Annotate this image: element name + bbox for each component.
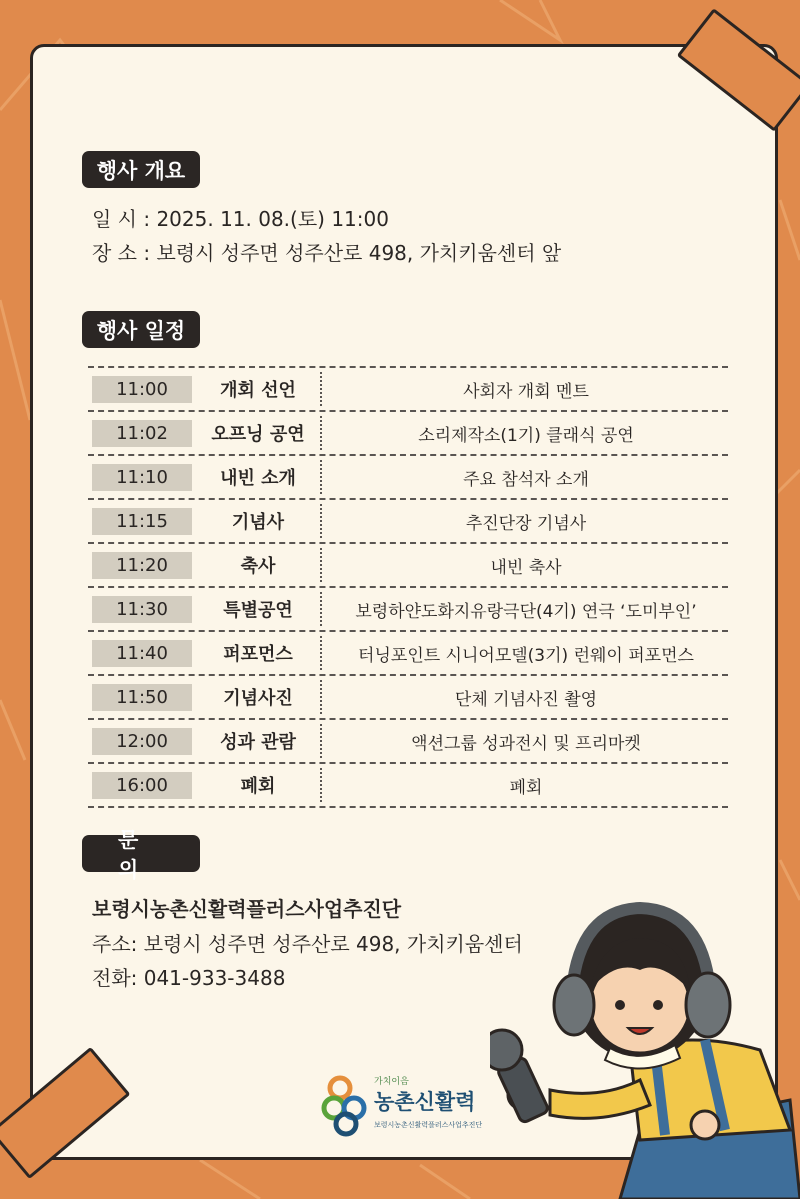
reporter-character-illustration bbox=[490, 900, 800, 1199]
schedule-event: 개회 선언 bbox=[220, 380, 296, 401]
column-divider bbox=[320, 504, 322, 538]
column-divider bbox=[320, 724, 322, 758]
schedule-description: 액션그룹 성과전시 및 프리마켓 bbox=[411, 733, 641, 754]
column-divider bbox=[320, 592, 322, 626]
schedule-row bbox=[88, 410, 728, 454]
schedule-event: 기념사진 bbox=[223, 688, 293, 709]
schedule-event: 성과 관람 bbox=[220, 732, 296, 753]
schedule-event: 기념사 bbox=[231, 512, 285, 533]
logo-main-text: 농촌신활력 bbox=[374, 1090, 476, 1114]
schedule-time: 11:10 bbox=[92, 464, 192, 491]
column-divider bbox=[320, 680, 322, 714]
schedule-description: 단체 기념사진 촬영 bbox=[454, 689, 598, 710]
schedule-time: 11:50 bbox=[92, 684, 192, 711]
schedule-time: 11:30 bbox=[92, 596, 192, 623]
column-divider bbox=[320, 636, 322, 670]
logo-small-text: 가치이음 bbox=[374, 1077, 409, 1087]
schedule-description: 주요 참석자 소개 bbox=[463, 469, 589, 490]
schedule-row bbox=[88, 498, 728, 542]
schedule-time: 11:02 bbox=[92, 420, 192, 447]
contact-organization: 보령시농촌신활력플러스사업추진단 bbox=[92, 897, 402, 921]
schedule-description: 보령하얀도화지유랑극단(4기) 연극 ‘도미부인’ bbox=[355, 601, 697, 622]
event-place: 장 소 : 보령시 성주면 성주산로 498, 가치키움센터 앞 bbox=[92, 241, 562, 265]
column-divider bbox=[320, 416, 322, 450]
section-tag-contact: 문의 bbox=[82, 835, 200, 872]
schedule-event: 오프닝 공연 bbox=[211, 424, 305, 445]
schedule-description: 폐회 bbox=[509, 777, 543, 798]
schedule-time: 16:00 bbox=[92, 772, 192, 799]
logo bbox=[320, 1074, 490, 1138]
schedule-description: 소리제작소(1기) 클래식 공연 bbox=[418, 425, 634, 446]
schedule-row bbox=[88, 630, 728, 674]
schedule-row bbox=[88, 674, 728, 718]
schedule-time: 11:15 bbox=[92, 508, 192, 535]
schedule-description: 사회자 개회 멘트 bbox=[463, 381, 589, 402]
schedule-event: 내빈 소개 bbox=[220, 468, 296, 489]
schedule-row bbox=[88, 454, 728, 498]
schedule-event: 축사 bbox=[240, 556, 276, 577]
schedule-event: 폐회 bbox=[240, 776, 276, 797]
column-divider bbox=[320, 548, 322, 582]
column-divider bbox=[320, 768, 322, 802]
schedule-row bbox=[88, 586, 728, 630]
schedule-table bbox=[88, 366, 728, 808]
schedule-row bbox=[88, 762, 728, 808]
schedule-row bbox=[88, 718, 728, 762]
schedule-time: 12:00 bbox=[92, 728, 192, 755]
schedule-description: 추진단장 기념사 bbox=[465, 513, 587, 534]
logo-rings-icon bbox=[320, 1074, 372, 1138]
schedule-row bbox=[88, 542, 728, 586]
section-tag-schedule: 행사 일정 bbox=[82, 311, 200, 348]
column-divider bbox=[320, 372, 322, 406]
schedule-description: 터닝포인트 시니어모델(3기) 런웨이 퍼포먼스 bbox=[358, 645, 694, 666]
schedule-event: 퍼포먼스 bbox=[223, 644, 293, 665]
schedule-time: 11:20 bbox=[92, 552, 192, 579]
logo-sub-text: 보령시농촌신활력플러스사업추진단 bbox=[374, 1121, 483, 1129]
schedule-event: 특별공연 bbox=[223, 600, 293, 621]
column-divider bbox=[320, 460, 322, 494]
section-tag-overview: 행사 개요 bbox=[82, 151, 200, 188]
schedule-description: 내빈 축사 bbox=[490, 557, 562, 578]
contact-phone: 전화: 041-933-3488 bbox=[92, 966, 286, 990]
contact-address: 주소: 보령시 성주면 성주산로 498, 가치키움센터 bbox=[92, 932, 523, 956]
schedule-time: 11:40 bbox=[92, 640, 192, 667]
event-date: 일 시 : 2025. 11. 08.(토) 11:00 bbox=[92, 207, 389, 231]
schedule-row bbox=[88, 366, 728, 410]
schedule-time: 11:00 bbox=[92, 376, 192, 403]
